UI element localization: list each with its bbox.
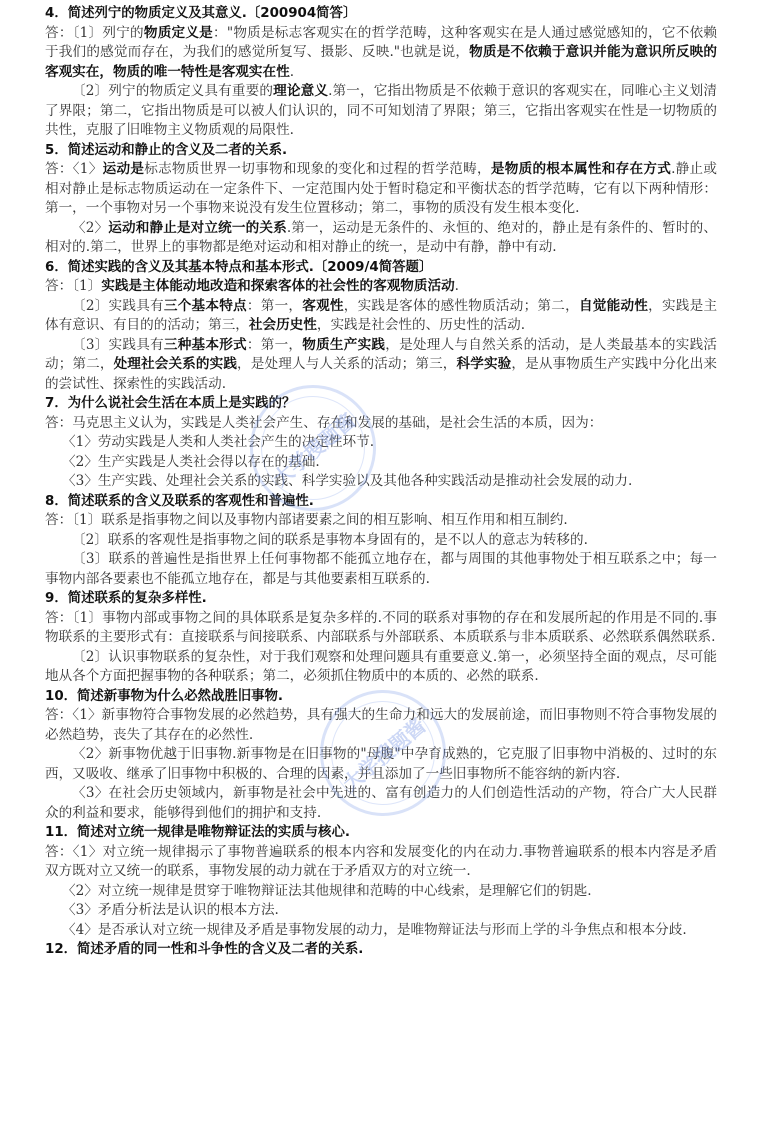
bold-text: 理论意义 <box>273 83 329 99</box>
answer-paragraph <box>45 453 717 473</box>
bold-text: 物质是不依赖于意识并能为意识所反映的客观实在，物质的唯一特性是客观实在性 <box>45 44 718 80</box>
text: 〔2〕实践具有 <box>72 297 164 314</box>
answer-paragraph <box>45 82 717 141</box>
text: 〔3〕实践具有 <box>72 336 164 353</box>
bold-text: 社会历史性 <box>248 317 317 333</box>
answer-paragraph <box>45 511 717 531</box>
answer-paragraph <box>45 901 717 921</box>
text: 答：〔1〕联系是指事物之间以及事物内部诸要素之间的相互影响、相互作用和相互制约. <box>45 512 568 528</box>
answer-paragraph <box>45 531 717 551</box>
text: 〈2〉生产实践是人类社会得以存在的基础. <box>62 453 320 470</box>
bold-text: 运动和静止是对立统一的关系 <box>108 219 287 236</box>
bold-text: 物质定义是 <box>143 24 214 41</box>
text: 〔2〕列宁的物质定义具有重要的 <box>72 83 274 99</box>
bold-text: 是物质的根本属性和存在方式 <box>490 161 672 177</box>
text: 答：马克思主义认为，实践是人类社会产生、存在和发展的基础，是社会生活的本质，因为： <box>45 414 603 431</box>
watermark-stamp: 大学搜题酱 <box>224 359 402 537</box>
answer-paragraph <box>45 277 717 297</box>
bold-text: 客观性 <box>302 297 344 314</box>
text: 〈2〉 <box>72 219 109 236</box>
text: 〈3〉矛盾分析法是认识的根本方法. <box>62 902 279 918</box>
text: 答：〈1〉新事物符合事物发展的必然趋势，具有强大的生命力和远大的发展前途，而旧事物则不符合事物发展的必然趋势，丧失了其存在的必然性. <box>45 707 717 743</box>
text: 答：〈1〉对立统一规律揭示了事物普遍联系的根本内容和发展变化的内在动力.事物普遍联系的根本内容是矛盾双方既对立又统一的联系，事物发展的动力就在于矛盾双方的对立统一. <box>45 843 717 879</box>
question-title: 6．简述实践的含义及其基本特点和基本形式.〔2009/4简答题〕 <box>45 259 433 275</box>
watermark-stamp: 大学搜题酱 <box>294 664 472 842</box>
text: 〔3〕联系的普遍性是指世界上任何事物都不能孤立地存在，都与周围的其他事物处于相互联系之中；每一事物内部各要素也不能孤立地存在，都是与其他要素相互联系的. <box>45 551 717 587</box>
answer-paragraph <box>45 882 717 902</box>
text: ，实践是社会性的、历史性的活动. <box>316 317 526 333</box>
question-title: 11．简述对立统一规律是唯物辩证法的实质与核心. <box>45 825 350 840</box>
bold-text: 三个基本特点 <box>163 297 247 314</box>
question-title: 12．简述矛盾的同一性和斗争性的含义及二者的关系. <box>45 942 364 957</box>
text: ："物质是标志客观实在的哲学范畴，这种客观实在是人通过感觉感知的，它不依赖于我们的感觉而存在，为我们的感觉所复写、摄影、反映."也就是说， <box>45 24 718 60</box>
text: .第一，运动是无条件的、永恒的、绝对的，静止是有条件的、暂时的、相对的.第二，世界上的事物都是绝对运动和相对静止的统一，是动中有静，静中有动. <box>45 219 717 255</box>
answer-paragraph <box>45 433 717 453</box>
text: 〔2〕认识事物联系的复杂性，对于我们观察和处理问题具有重要意义.第一，必须坚持全面的观点，尽可能地从各个方面把握事物的各种联系；第二，必须抓住物质中的本质的、必然的联系. <box>45 648 717 684</box>
text: 〈3〉在社会历史领域内，新事物是社会中先进的、富有创造力的人们创造性活动的产物，符合广大人民群众的利益和要求，能够得到他们的拥护和支持. <box>45 785 717 821</box>
bold-text: 运动是 <box>102 161 145 177</box>
answer-paragraph <box>45 219 717 258</box>
text: 〈2〉新事物优越于旧事物.新事物是在旧事物的"母腹"中孕育成熟的，它克服了旧事物中消极的、过时的东西，又吸收、继承了旧事物中积极的、合理的因素，并且添加了一些旧事物所不能容纳的新内容. <box>45 746 717 782</box>
answer-paragraph <box>45 414 717 434</box>
answer-paragraph <box>45 336 717 395</box>
question-title: 5．简述运动和静止的含义及二者的关系. <box>45 142 288 158</box>
text: ，是处理人与自然关系的活动，是人类最基本的实践活动；第二， <box>45 336 718 372</box>
text: 〔2〕联系的客观性是指事物之间的联系是事物本身固有的，是不以人的意志为转移的. <box>72 531 588 548</box>
text: ，是处理人与人关系的活动；第三， <box>237 356 457 372</box>
text: 〈2〉对立统一规律是贯穿于唯物辩证法其他规律和范畴的中心线索，是理解它们的钥匙. <box>62 882 592 899</box>
question-title: 8．简述联系的含义及联系的客观性和普遍性. <box>45 493 314 509</box>
text: ，是从事物质生产实践中分化出来的尝试性、探索性的实践活动. <box>45 356 718 392</box>
text: .第一，它指出物质是不依赖于意识的客观实在，同唯心主义划清了界限；第二，它指出物质是可以被人们认识的，同不可知划清了界限；第三，它指出客观实在性是一切物质的共性，克服了旧唯物主义物质观的局限性. <box>45 83 717 138</box>
question-title: 10．简述新事物为什么必然战胜旧事物. <box>45 688 283 704</box>
question-section <box>45 823 717 940</box>
answer-paragraph <box>45 843 717 882</box>
text: 标志物质世界一切事物和现象的变化和过程的哲学范畴， <box>144 161 491 177</box>
bold-text: 物质生产实践 <box>302 336 386 353</box>
bold-text: 自觉能动性 <box>578 297 649 314</box>
question-section <box>45 589 717 687</box>
text: 答：〈1〉 <box>45 161 103 177</box>
answer-paragraph <box>45 472 717 492</box>
question-section <box>45 492 717 590</box>
bold-text: 科学实验 <box>456 356 512 372</box>
question-section <box>45 258 717 395</box>
question-section <box>45 4 717 141</box>
text: 〈3〉生产实践、处理社会关系的实践、科学实验以及其他各种实践活动是推动社会发展的动力. <box>62 473 633 489</box>
question-section <box>45 940 717 960</box>
text: . <box>289 63 295 80</box>
bold-text: 实践是主体能动地改造和探索客体的社会性的客观物质活动 <box>101 278 455 294</box>
bold-text: 处理社会关系的实践 <box>113 356 238 372</box>
text: 答：〔1〕事物内部或事物之间的具体联系是复杂多样的.不同的联系对事物的存在和发展所起的作用是不同的.事物联系的主要形式有：直接联系与间接联系、内部联系与外部联系、本质联系与非本质联系、必然联系偶然联系. <box>45 609 717 645</box>
text: 答：〔1〕 <box>45 278 102 294</box>
answer-paragraph <box>45 550 717 589</box>
text: . <box>454 278 459 294</box>
text: ：第一， <box>246 336 303 353</box>
question-section <box>45 141 717 258</box>
text: ，实践是主体有意识、有目的的活动；第三， <box>45 297 718 333</box>
answer-paragraph <box>45 297 717 336</box>
text: 〈4〉是否承认对立统一规律及矛盾是事物发展的动力，是唯物辩证法与形而上学的斗争焦点和根本分歧. <box>62 921 687 938</box>
answer-paragraph <box>45 160 717 219</box>
text: .静止或相对静止是标志物质运动在一定条件下、一定范围内处于暂时稳定和平衡状态的哲学范畴，它有以下两种情形：第一，一个事物对另一个事物来说没有发生位置移动；第二，事物的质没有发生根本变化. <box>45 161 718 216</box>
answer-paragraph <box>45 648 717 687</box>
text: 〈1〉劳动实践是人类和人类社会产生的决定性环节. <box>62 434 375 450</box>
question-title: 7．为什么说社会生活在本质上是实践的？ <box>45 396 296 411</box>
bold-text: 三种基本形式 <box>163 336 247 353</box>
text: ，实践是客体的感性物质活动；第二， <box>343 297 579 314</box>
text: 答：〔1〕列宁的 <box>45 24 144 41</box>
answer-paragraph <box>45 24 717 83</box>
question-title: 9．简述联系的复杂多样性. <box>45 591 207 606</box>
question-section <box>45 394 717 492</box>
text: ：第一， <box>246 297 303 314</box>
answer-paragraph <box>45 609 717 648</box>
answer-paragraph <box>45 921 717 941</box>
question-title: 4．简述列宁的物质定义及其意义.〔200904简答〕 <box>45 6 357 21</box>
